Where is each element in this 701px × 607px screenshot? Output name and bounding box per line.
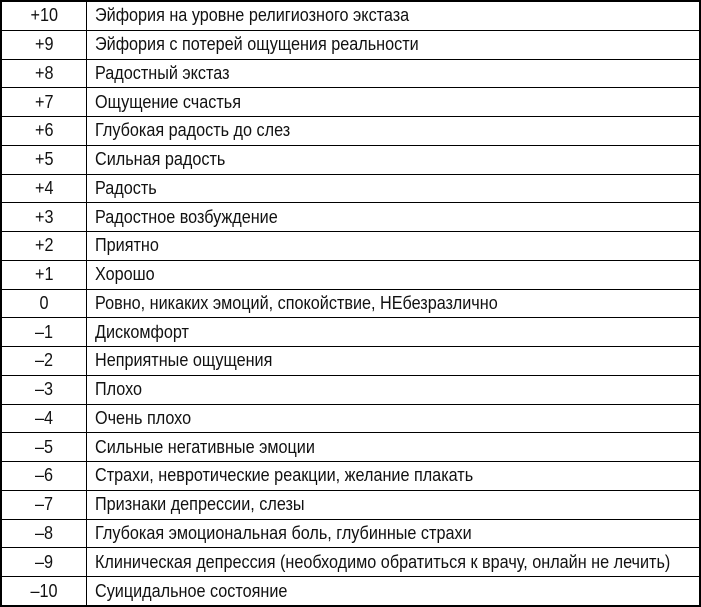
scale-value: +10 <box>30 5 58 26</box>
scale-description-cell <box>87 59 701 88</box>
table-row <box>1 577 700 606</box>
scale-description-cell <box>87 462 701 491</box>
scale-value-cell <box>1 203 87 232</box>
scale-value-cell <box>1 462 87 491</box>
scale-value: –2 <box>34 350 54 371</box>
scale-value: +7 <box>34 91 54 112</box>
scale-value: –1 <box>34 321 54 342</box>
scale-description-cell <box>87 347 701 376</box>
scale-value-cell <box>1 145 87 174</box>
scale-value: –7 <box>34 494 54 515</box>
scale-description: Эйфория на уровне религиозного экстаза <box>95 5 410 26</box>
scale-value-cell <box>1 548 87 577</box>
scale-value: +4 <box>34 177 54 198</box>
scale-description-cell <box>87 203 701 232</box>
scale-value: –5 <box>34 436 54 457</box>
scale-description: Эйфория с потерей ощущения реальности <box>95 34 419 55</box>
scale-value: +9 <box>34 34 54 55</box>
scale-description-cell <box>87 30 701 59</box>
scale-value-cell <box>1 347 87 376</box>
scale-description-cell <box>87 260 701 289</box>
scale-description-cell <box>87 289 701 318</box>
scale-description-cell <box>87 318 701 347</box>
scale-value-cell <box>1 404 87 433</box>
emotional-scale-table-body <box>1 1 700 606</box>
scale-value-cell <box>1 174 87 203</box>
scale-value: +6 <box>34 120 54 141</box>
scale-value-cell <box>1 88 87 117</box>
scale-description-cell <box>87 117 701 146</box>
scale-value-cell <box>1 433 87 462</box>
table-row <box>1 174 700 203</box>
scale-value: +1 <box>34 264 54 285</box>
scale-value-cell <box>1 375 87 404</box>
table-row <box>1 433 700 462</box>
scale-description-cell <box>87 433 701 462</box>
scale-description: Ощущение счастья <box>95 91 241 112</box>
table-row <box>1 117 700 146</box>
scale-description: Дискомфорт <box>95 321 189 342</box>
scale-description: Клиническая депрессия (необходимо обратиться к врачу, онлайн не лечить) <box>95 551 671 572</box>
table-row <box>1 232 700 261</box>
scale-description-cell <box>87 375 701 404</box>
table-row <box>1 404 700 433</box>
scale-value: –6 <box>34 465 54 486</box>
table-row <box>1 289 700 318</box>
scale-description: Хорошо <box>95 264 155 285</box>
table-row <box>1 519 700 548</box>
scale-value: –9 <box>34 551 54 572</box>
scale-description: Глубокая радость до слез <box>95 120 291 141</box>
scale-description-cell <box>87 1 701 30</box>
table-row <box>1 203 700 232</box>
scale-value-cell <box>1 519 87 548</box>
scale-description: Радость <box>95 177 157 198</box>
scale-description: Признаки депрессии, слезы <box>95 494 305 515</box>
scale-description: Радостное возбуждение <box>95 206 278 227</box>
scale-value: +8 <box>34 62 54 83</box>
scale-description: Глубокая эмоциональная боль, глубинные страхи <box>95 522 472 543</box>
scale-value: +3 <box>34 206 54 227</box>
table-row <box>1 59 700 88</box>
scale-value-cell <box>1 577 87 606</box>
scale-description: Суицидальное состояние <box>95 580 288 601</box>
scale-value: –4 <box>34 407 54 428</box>
table-row <box>1 375 700 404</box>
scale-value: –3 <box>34 379 54 400</box>
scale-description: Неприятные ощущения <box>95 350 273 371</box>
scale-value-cell <box>1 232 87 261</box>
scale-value-cell <box>1 1 87 30</box>
scale-description-cell <box>87 145 701 174</box>
scale-description-cell <box>87 404 701 433</box>
table-row <box>1 462 700 491</box>
scale-value-cell <box>1 260 87 289</box>
table-row <box>1 145 700 174</box>
scale-value-cell <box>1 30 87 59</box>
scale-description-cell <box>87 174 701 203</box>
scale-description-cell <box>87 490 701 519</box>
scale-value: –10 <box>30 580 58 601</box>
table-row <box>1 88 700 117</box>
scale-description: Страхи, невротические реакции, желание плакать <box>95 465 474 486</box>
scale-description: Приятно <box>95 235 159 256</box>
scale-value-cell <box>1 289 87 318</box>
scale-value: +2 <box>34 235 54 256</box>
scale-description: Сильная радость <box>95 149 226 170</box>
scale-description: Радостный экстаз <box>95 62 230 83</box>
scale-description-cell <box>87 519 701 548</box>
table-row <box>1 1 700 30</box>
scale-value: +5 <box>34 149 54 170</box>
scale-description-cell <box>87 88 701 117</box>
table-row <box>1 490 700 519</box>
scale-description-cell <box>87 232 701 261</box>
scale-description: Очень плохо <box>95 407 192 428</box>
scale-value-cell <box>1 490 87 519</box>
table-row <box>1 548 700 577</box>
scale-description: Сильные негативные эмоции <box>95 436 315 457</box>
table-row <box>1 30 700 59</box>
scale-value: 0 <box>39 292 49 313</box>
table-row <box>1 318 700 347</box>
scale-description: Плохо <box>95 379 143 400</box>
scale-description: Ровно, никаких эмоций, спокойствие, НЕбезразлично <box>95 292 498 313</box>
table-row <box>1 347 700 376</box>
scale-value-cell <box>1 117 87 146</box>
table-row <box>1 260 700 289</box>
scale-description-cell <box>87 577 701 606</box>
scale-description-cell <box>87 548 701 577</box>
scale-value: –8 <box>34 522 54 543</box>
scale-value-cell <box>1 318 87 347</box>
scale-value-cell <box>1 59 87 88</box>
